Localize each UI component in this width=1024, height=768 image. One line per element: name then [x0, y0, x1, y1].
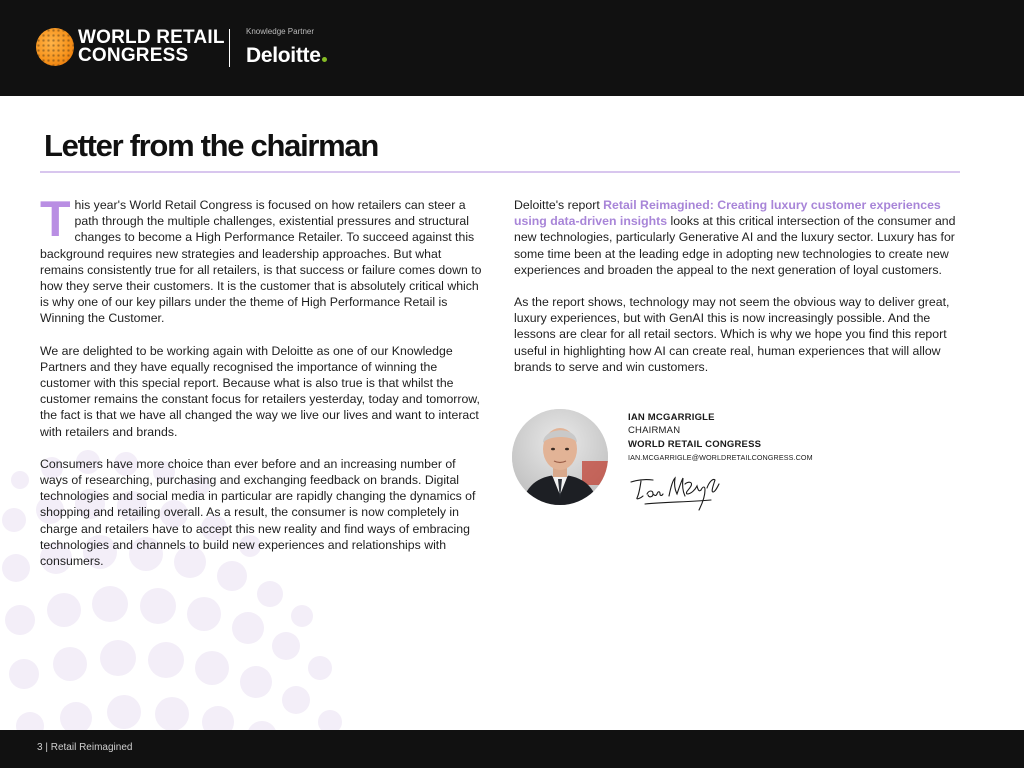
paragraph-3: Consumers have more choice than ever before and an increasing number of ways of researching, purchasing and exchanging feedback on brands. Digital technologies and social media in particular are rapidly changing the dynamics of shopping and retailing overall. As a result, the consumer is now completely in charge and retailers have to accept this new reality and find ways of embracing technologies and channels to build new experiences and relationships with consumers. [40, 456, 476, 569]
bottom-footer-bar [0, 730, 1024, 768]
handwritten-signature [627, 472, 731, 514]
paragraph-2: We are delighted to be working again with Deloitte as one of our Knowledge Partners and they have equally recognised the importance of winning the customer with this special report. Because what is also true is that whilst the customer remains the constant focus for retailers yesterday, today and tomorrow, the fact is that we have all changed the way we live our lives and want to interact with retailers and brands. [40, 343, 480, 439]
world-retail-congress-logo[interactable] [36, 28, 225, 66]
report-rest-text: looks at this critical intersection of the consumer and new technologies, particularly Generative AI and the luxury sector. Luxury has for some time been at the leading edge in adopting new technologies to create new experiences and broaden the appeal to the next generation of loyal customers. [514, 214, 956, 277]
page-title: Letter from the chairman [44, 128, 378, 163]
paragraph-1-text: his year's World Retail Congress is focused on how retailers can steer a path through the multiple challenges, existential pressures and structural changes to become a High Performance Retailer. To succeed against this background requires new strategies and leadership approaches. But what remains consistently true for all retailers, is that success or failure comes down to how they serve their customers. It is the customer that is absolutely critical which is why one of our key pillars under the theme of High Performance Retail is Winning the Customer. [40, 198, 482, 326]
footer-separator: | [45, 742, 48, 753]
chairman-portrait [512, 409, 608, 505]
knowledge-partner-label: Knowledge Partner [246, 27, 315, 36]
genai-paragraph: As the report shows, technology may not seem the obvious way to deliver great, luxury experiences, but with GenAI this is now increasingly possible. And the lessons are clear for all retail sectors. Which is why we hope you find this report useful in highlighting how AI can create real, human experiences that will allow brands to serve and win customers. [514, 295, 950, 374]
deloitte-logo[interactable] [246, 44, 327, 68]
logo-line-2: CONGRESS [78, 45, 189, 66]
report-paragraph [514, 197, 960, 278]
top-header-bar [0, 0, 1024, 96]
deloitte-dot-icon [322, 57, 327, 62]
signatory-organization: WORLD RETAIL CONGRESS [628, 439, 762, 450]
logo-wordmark [78, 29, 225, 65]
signatory-name: IAN MCGARRIGLE [628, 412, 715, 423]
right-text-column [514, 197, 960, 391]
logo-line-1: WORLD RETAIL [78, 27, 225, 48]
page-number: 3 [37, 742, 43, 753]
drop-cap: T [40, 191, 71, 247]
left-text-column [40, 191, 486, 585]
intro-paragraph [40, 191, 486, 327]
report-title-link[interactable]: Retail Reimagined: Creating luxury customer experiences using data-driven insights [514, 198, 941, 229]
globe-icon [36, 28, 74, 66]
signatory-email[interactable]: IAN.MCGARRIGLE@WORLDRETAILCONGRESS.COM [628, 453, 813, 462]
footer-section-title: Retail Reimagined [50, 742, 133, 753]
title-underline [40, 171, 960, 173]
deloitte-wordmark: Deloitte [246, 44, 321, 67]
portrait-illustration [512, 409, 608, 505]
signatory-role: CHAIRMAN [628, 425, 681, 436]
footer-caption [37, 742, 132, 753]
header-divider [229, 29, 230, 67]
report-lead-text: Deloitte's report [514, 198, 604, 212]
